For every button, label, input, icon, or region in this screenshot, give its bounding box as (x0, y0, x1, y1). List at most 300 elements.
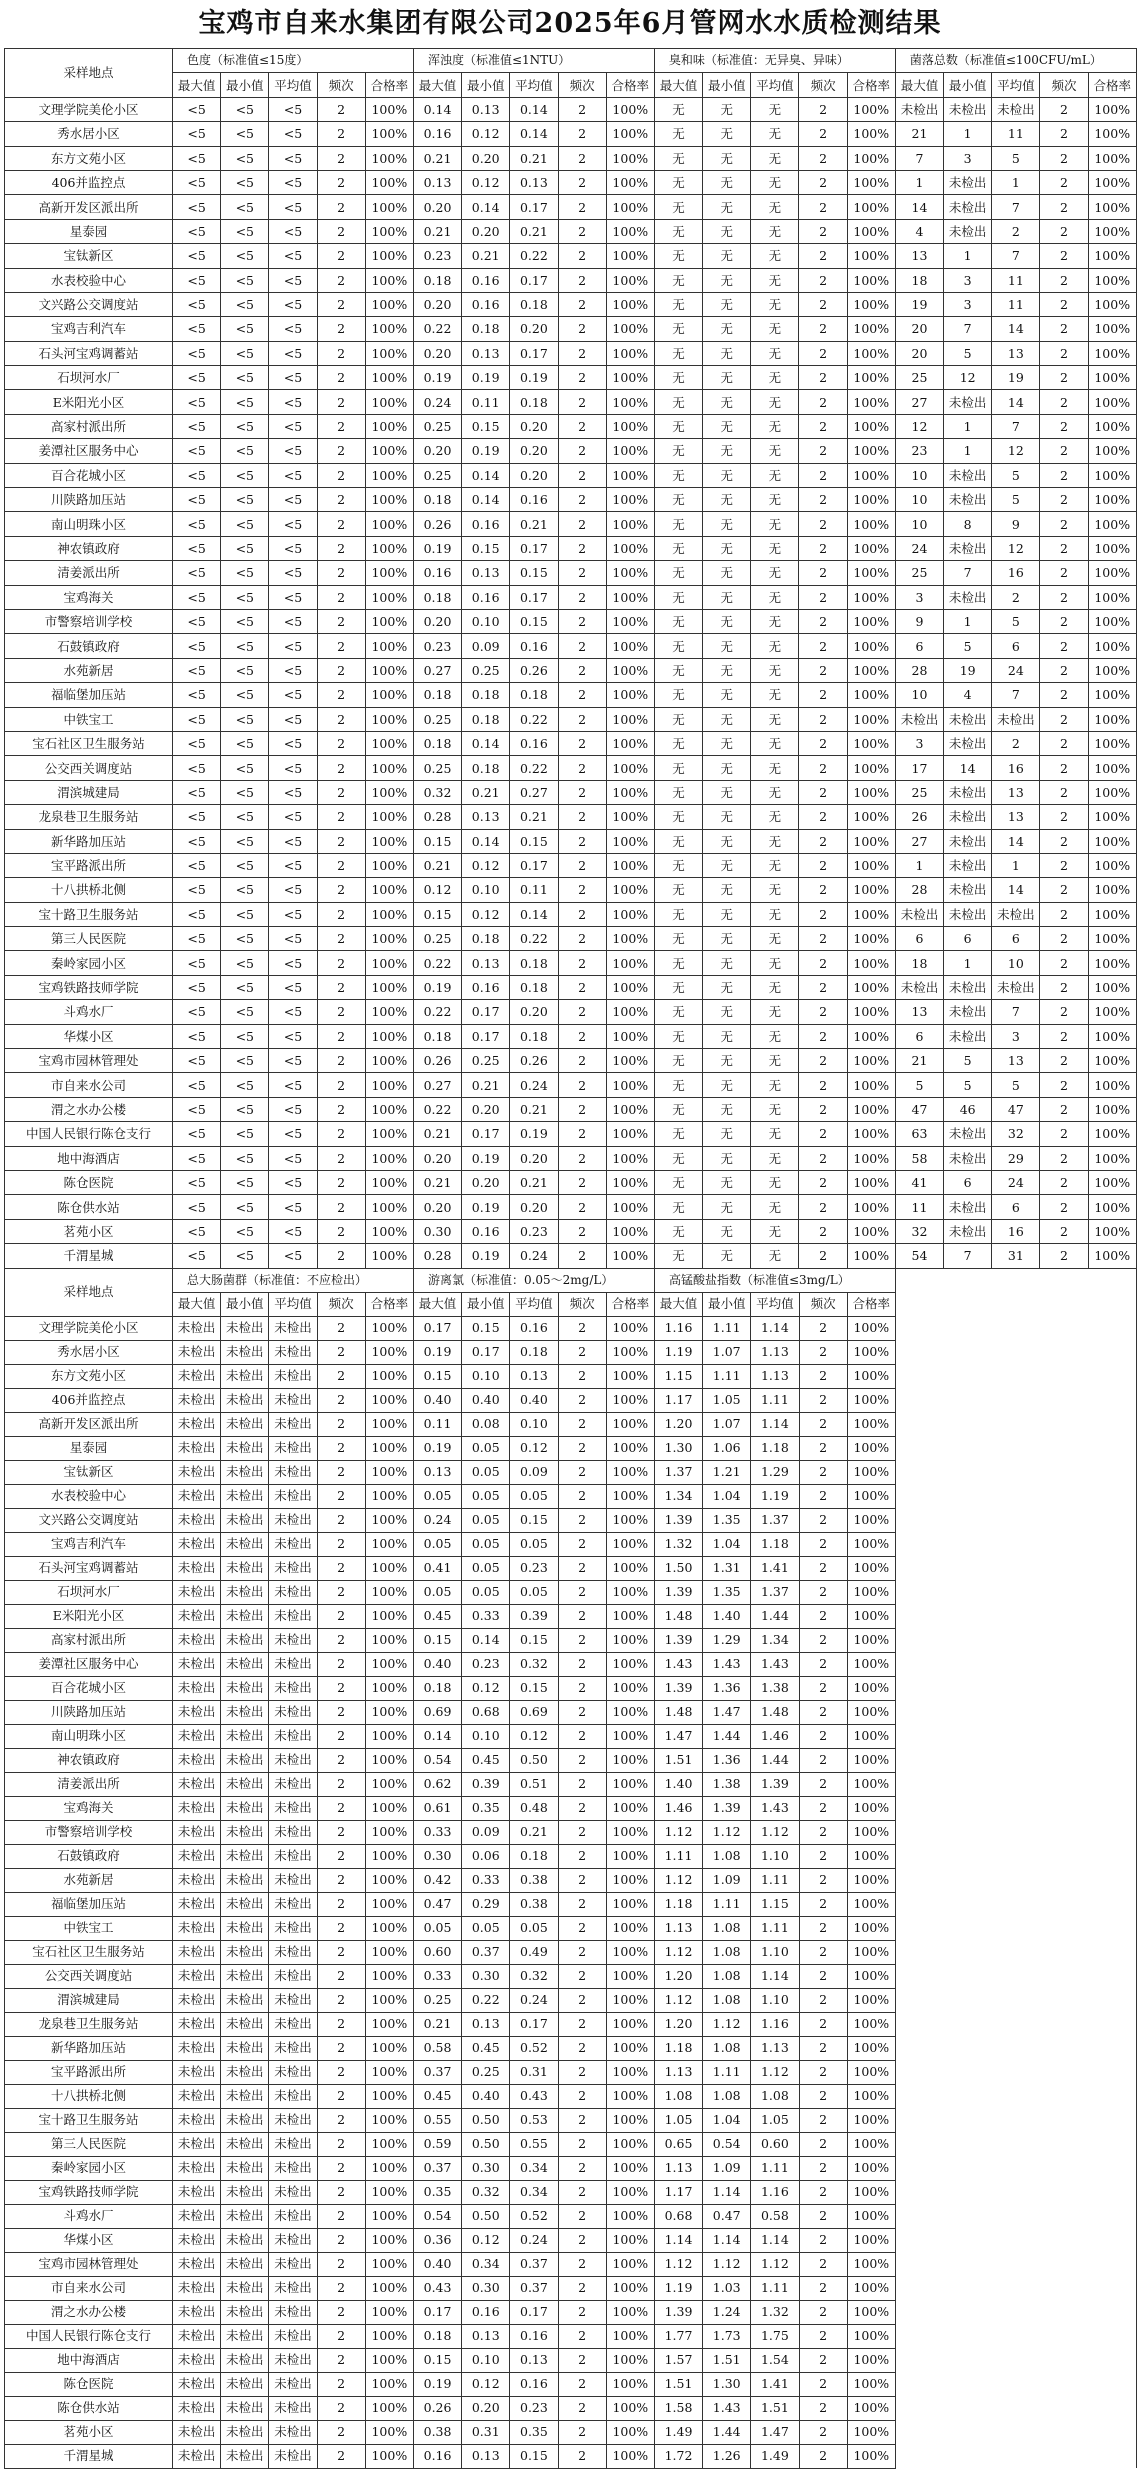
value-cell: 未检出 (221, 1340, 269, 1364)
value-cell: 2 (558, 2228, 606, 2252)
site-name: 星泰园 (5, 1436, 173, 1460)
value-cell: 100% (606, 2108, 654, 2132)
value-cell: 100% (365, 1460, 413, 1484)
value-cell: <5 (269, 902, 317, 926)
value-cell: 未检出 (173, 2156, 221, 2180)
value-cell: 0.19 (510, 1122, 558, 1146)
value-cell: 未检出 (944, 805, 992, 829)
table-row (5, 219, 1137, 243)
value-cell: 2 (558, 1604, 606, 1628)
value-cell: 无 (654, 658, 702, 682)
value-cell: <5 (173, 756, 221, 780)
table-row (5, 122, 1137, 146)
value-cell: 无 (654, 390, 702, 414)
value-cell: 0.12 (462, 902, 510, 926)
value-cell: 0.13 (510, 170, 558, 194)
value-cell: 2 (317, 122, 365, 146)
value-cell: 无 (703, 756, 751, 780)
value-cell: 未检出 (173, 1748, 221, 1772)
value-cell: 2 (317, 2444, 365, 2468)
value-cell: 0.20 (413, 292, 461, 316)
value-cell: 1.12 (703, 2252, 751, 2276)
value-cell: 未检出 (221, 2156, 269, 2180)
value-cell: 0.49 (510, 1940, 558, 1964)
value-cell: 1.50 (654, 1556, 702, 1580)
site-name: 茗苑小区 (5, 2420, 173, 2444)
value-cell: 0.14 (510, 122, 558, 146)
value-cell: 100% (847, 756, 895, 780)
value-cell: <5 (221, 829, 269, 853)
empty-cell (895, 1604, 1136, 1628)
value-cell: <5 (173, 268, 221, 292)
value-cell: 0.26 (413, 512, 461, 536)
value-cell: 100% (365, 2036, 413, 2060)
value-cell: 无 (654, 805, 702, 829)
empty-cell (895, 1988, 1136, 2012)
value-cell: 2 (799, 1244, 847, 1268)
value-cell: 100% (365, 1748, 413, 1772)
value-cell: 1.15 (654, 1364, 702, 1388)
value-cell: 1.14 (703, 2228, 751, 2252)
value-cell: 0.25 (462, 2060, 510, 2084)
value-cell: 0.14 (510, 97, 558, 121)
value-cell: 7 (992, 683, 1040, 707)
value-cell: 100% (365, 341, 413, 365)
value-cell: 2 (558, 2444, 606, 2468)
value-cell: 无 (751, 1195, 799, 1219)
page-title: 宝鸡市自来水集团有限公司2025年6月管网水水质检测结果 (198, 8, 942, 39)
table-row (5, 1724, 1137, 1748)
table-row (5, 1508, 1137, 1532)
sub-header: 频次 (558, 73, 606, 97)
value-cell: 3 (944, 268, 992, 292)
value-cell: 2 (1040, 268, 1088, 292)
sub-header: 频次 (317, 73, 365, 97)
value-cell: 2 (317, 341, 365, 365)
value-cell: 2 (799, 2372, 847, 2396)
value-cell: 9 (992, 512, 1040, 536)
empty-cell (895, 2396, 1136, 2420)
value-cell: 未检出 (173, 1484, 221, 1508)
value-cell: 0.18 (413, 731, 461, 755)
value-cell: 100% (365, 853, 413, 877)
value-cell: 2 (558, 707, 606, 731)
value-cell: <5 (173, 1170, 221, 1194)
value-cell: <5 (173, 902, 221, 926)
value-cell: 100% (606, 609, 654, 633)
value-cell: 100% (606, 1340, 654, 1364)
value-cell: 2 (317, 1796, 365, 1820)
value-cell: 100% (847, 2084, 895, 2108)
value-cell: 0.14 (462, 463, 510, 487)
value-cell: <5 (173, 561, 221, 585)
table-row (5, 1484, 1137, 1508)
value-cell: 100% (847, 1508, 895, 1532)
value-cell: 0.65 (654, 2132, 702, 2156)
value-cell: 2 (558, 756, 606, 780)
value-cell: 1.17 (654, 1388, 702, 1412)
value-cell: 无 (751, 1219, 799, 1243)
value-cell: 无 (654, 122, 702, 146)
value-cell: 未检出 (173, 1364, 221, 1388)
value-cell: <5 (221, 366, 269, 390)
value-cell: 2 (1040, 731, 1088, 755)
value-cell: 无 (703, 609, 751, 633)
sub-header: 平均值 (751, 1292, 799, 1316)
value-cell: 100% (1088, 488, 1136, 512)
empty-cell (895, 1724, 1136, 1748)
empty-cell (895, 2204, 1136, 2228)
value-cell: 无 (703, 97, 751, 121)
value-cell: 100% (606, 2276, 654, 2300)
value-cell: <5 (269, 1049, 317, 1073)
value-cell: 100% (606, 1580, 654, 1604)
value-cell: 1.16 (751, 2012, 799, 2036)
site-header: 采样地点 (5, 1268, 173, 1316)
value-cell: 3 (944, 292, 992, 316)
value-cell: 2 (799, 1340, 847, 1364)
value-cell: 100% (365, 1724, 413, 1748)
table-row (5, 1436, 1137, 1460)
value-cell: 1.47 (751, 2420, 799, 2444)
value-cell: 无 (703, 634, 751, 658)
value-cell: 0.22 (413, 317, 461, 341)
value-cell: 18 (895, 951, 943, 975)
value-cell: 未检出 (269, 2228, 317, 2252)
value-cell: 无 (654, 780, 702, 804)
value-cell: 未检出 (221, 1436, 269, 1460)
value-cell: 2 (317, 2012, 365, 2036)
value-cell: 2 (1040, 829, 1088, 853)
value-cell: 100% (606, 1170, 654, 1194)
value-cell: 无 (703, 707, 751, 731)
value-cell: 未检出 (221, 1772, 269, 1796)
value-cell: 无 (751, 878, 799, 902)
value-cell: 2 (799, 1940, 847, 1964)
value-cell: 100% (606, 975, 654, 999)
value-cell: 无 (703, 268, 751, 292)
value-cell: 1.49 (751, 2444, 799, 2468)
value-cell: 2 (799, 1988, 847, 2012)
value-cell: 0.68 (654, 2204, 702, 2228)
empty-cell (895, 2348, 1136, 2372)
value-cell: 2 (317, 2036, 365, 2060)
value-cell: 2 (799, 1556, 847, 1580)
value-cell: 2 (317, 1940, 365, 1964)
value-cell: 未检出 (173, 1340, 221, 1364)
site-name: 秦岭家园小区 (5, 2156, 173, 2180)
value-cell: 2 (317, 1988, 365, 2012)
site-name: 406并监控点 (5, 170, 173, 194)
value-cell: 未检出 (221, 2276, 269, 2300)
value-cell: 2 (799, 1388, 847, 1412)
value-cell: 未检出 (944, 1146, 992, 1170)
value-cell: <5 (269, 853, 317, 877)
empty-cell (895, 1748, 1136, 1772)
value-cell: 100% (365, 1412, 413, 1436)
value-cell: 1.14 (751, 1316, 799, 1340)
value-cell: <5 (221, 609, 269, 633)
value-cell: 未检出 (221, 2036, 269, 2060)
value-cell: 2 (317, 2300, 365, 2324)
table-row (5, 2108, 1137, 2132)
value-cell: 27 (895, 829, 943, 853)
table-row (5, 2132, 1137, 2156)
value-cell: 未检出 (944, 97, 992, 121)
value-cell: 2 (558, 1000, 606, 1024)
value-cell: 100% (847, 1388, 895, 1412)
site-name: 陈仓医院 (5, 1170, 173, 1194)
value-cell: <5 (173, 1049, 221, 1073)
value-cell: 2 (1040, 878, 1088, 902)
table-row (5, 2228, 1137, 2252)
value-cell: 100% (365, 2324, 413, 2348)
value-cell: 100% (847, 585, 895, 609)
value-cell: 0.16 (462, 292, 510, 316)
value-cell: 未检出 (221, 1724, 269, 1748)
value-cell: 未检出 (269, 1844, 317, 1868)
value-cell: <5 (221, 1122, 269, 1146)
value-cell: 2 (1040, 244, 1088, 268)
value-cell: 100% (365, 122, 413, 146)
value-cell: 0.05 (510, 1580, 558, 1604)
value-cell: 2 (799, 463, 847, 487)
value-cell: 100% (847, 1652, 895, 1676)
value-cell: 1.24 (703, 2300, 751, 2324)
empty-cell (895, 1700, 1136, 1724)
value-cell: 0.14 (462, 1628, 510, 1652)
value-cell: 2 (317, 2372, 365, 2396)
value-cell: 0.30 (413, 1844, 461, 1868)
value-cell: 0.18 (510, 390, 558, 414)
value-cell: <5 (221, 463, 269, 487)
value-cell: 100% (365, 2204, 413, 2228)
value-cell: 0.22 (510, 927, 558, 951)
value-cell: 0.15 (510, 2444, 558, 2468)
value-cell: 100% (847, 1532, 895, 1556)
t2-group-header: 高锰酸盐指数（标准值≤3mg/L） (654, 1268, 895, 1292)
site-name: 宝鸡吉利汽车 (5, 317, 173, 341)
value-cell: <5 (173, 634, 221, 658)
site-name: 渭滨城建局 (5, 780, 173, 804)
value-cell: 2 (1040, 1195, 1088, 1219)
value-cell: 2 (799, 805, 847, 829)
value-cell: 0.34 (462, 2252, 510, 2276)
value-cell: 0.20 (510, 1195, 558, 1219)
value-cell: 100% (1088, 536, 1136, 560)
value-cell: 2 (317, 1868, 365, 1892)
value-cell: 0.19 (462, 439, 510, 463)
value-cell: 100% (1088, 1195, 1136, 1219)
value-cell: 1.49 (654, 2420, 702, 2444)
value-cell: 2 (558, 2276, 606, 2300)
value-cell: 100% (847, 2204, 895, 2228)
value-cell: 未检出 (269, 1724, 317, 1748)
value-cell: 0.16 (510, 2372, 558, 2396)
value-cell: 2 (558, 2204, 606, 2228)
value-cell: 2 (317, 1484, 365, 1508)
value-cell: <5 (173, 1219, 221, 1243)
empty-cell (895, 1820, 1136, 1844)
value-cell: 100% (847, 292, 895, 316)
table-row (5, 146, 1137, 170)
value-cell: 100% (847, 146, 895, 170)
value-cell: 1.34 (654, 1484, 702, 1508)
value-cell: 100% (606, 488, 654, 512)
value-cell: 2 (799, 1580, 847, 1604)
value-cell: 0.14 (462, 195, 510, 219)
value-cell: <5 (269, 975, 317, 999)
value-cell: 100% (1088, 1219, 1136, 1243)
value-cell: 0.54 (413, 1748, 461, 1772)
value-cell: 未检出 (269, 1772, 317, 1796)
value-cell: 2 (558, 146, 606, 170)
value-cell: 2 (799, 97, 847, 121)
site-name: 渭滨城建局 (5, 1988, 173, 2012)
value-cell: 100% (847, 1219, 895, 1243)
value-cell: 1.07 (703, 1412, 751, 1436)
value-cell: 7 (992, 1000, 1040, 1024)
value-cell: 0.28 (413, 805, 461, 829)
value-cell: 无 (703, 780, 751, 804)
value-cell: 100% (847, 122, 895, 146)
value-cell: <5 (221, 585, 269, 609)
value-cell: 100% (365, 1364, 413, 1388)
value-cell: 100% (365, 512, 413, 536)
value-cell: 2 (1040, 1000, 1088, 1024)
value-cell: 无 (751, 1244, 799, 1268)
value-cell: 未检出 (221, 1556, 269, 1580)
value-cell: 100% (365, 1580, 413, 1604)
table-row (5, 292, 1137, 316)
value-cell: 1.09 (703, 1868, 751, 1892)
value-cell: 100% (606, 146, 654, 170)
value-cell: 2 (317, 1195, 365, 1219)
value-cell: 无 (751, 1146, 799, 1170)
value-cell: 1.14 (751, 1412, 799, 1436)
value-cell: <5 (221, 170, 269, 194)
value-cell: 2 (799, 1628, 847, 1652)
value-cell: 0.40 (510, 1388, 558, 1412)
value-cell: 2 (317, 1436, 365, 1460)
value-cell: 未检出 (221, 1988, 269, 2012)
value-cell: 2 (1040, 1219, 1088, 1243)
value-cell: 0.17 (510, 853, 558, 877)
value-cell: 28 (895, 878, 943, 902)
value-cell: 100% (365, 1000, 413, 1024)
value-cell: <5 (173, 780, 221, 804)
value-cell: 未检出 (269, 1796, 317, 1820)
site-name: 东方文苑小区 (5, 146, 173, 170)
value-cell: 1.04 (703, 1532, 751, 1556)
value-cell: 1.19 (751, 1484, 799, 1508)
value-cell: 13 (992, 341, 1040, 365)
value-cell: <5 (221, 317, 269, 341)
value-cell: 2 (317, 756, 365, 780)
value-cell: 100% (606, 390, 654, 414)
value-cell: <5 (173, 1122, 221, 1146)
value-cell: 0.20 (462, 2396, 510, 2420)
site-name: 东方文苑小区 (5, 1364, 173, 1388)
value-cell: 100% (847, 219, 895, 243)
value-cell: 无 (654, 1195, 702, 1219)
value-cell: <5 (269, 1244, 317, 1268)
value-cell: 1.37 (751, 1580, 799, 1604)
value-cell: 0.17 (462, 1340, 510, 1364)
empty-cell (895, 1556, 1136, 1580)
value-cell: 2 (1040, 366, 1088, 390)
value-cell: <5 (221, 341, 269, 365)
site-name: 中国人民银行陈仓支行 (5, 2324, 173, 2348)
value-cell: 11 (992, 268, 1040, 292)
value-cell: 未检出 (173, 1964, 221, 1988)
value-cell: <5 (221, 244, 269, 268)
value-cell: 0.32 (510, 1964, 558, 1988)
value-cell: 1.11 (751, 2156, 799, 2180)
value-cell: 2 (558, 658, 606, 682)
value-cell: 0.15 (413, 2348, 461, 2372)
value-cell: 0.05 (462, 1436, 510, 1460)
value-cell: <5 (221, 805, 269, 829)
value-cell: 未检出 (173, 1820, 221, 1844)
value-cell: 0.39 (462, 1772, 510, 1796)
value-cell: 0.60 (413, 1940, 461, 1964)
value-cell: 100% (365, 2396, 413, 2420)
value-cell: 2 (992, 585, 1040, 609)
t1-group-header-row (5, 49, 1137, 73)
value-cell: 2 (799, 1122, 847, 1146)
value-cell: 100% (365, 292, 413, 316)
value-cell: 0.19 (462, 1195, 510, 1219)
value-cell: 0.68 (462, 1700, 510, 1724)
value-cell: 25 (895, 780, 943, 804)
sub-header: 最小值 (462, 1292, 510, 1316)
sub-header: 最大值 (173, 73, 221, 97)
value-cell: 0.16 (510, 2324, 558, 2348)
value-cell: 14 (992, 829, 1040, 853)
value-cell: 无 (654, 97, 702, 121)
value-cell: 0.25 (413, 463, 461, 487)
value-cell: 1.48 (654, 1700, 702, 1724)
value-cell: 未检出 (269, 1868, 317, 1892)
value-cell: 0.25 (413, 707, 461, 731)
value-cell: 10 (895, 512, 943, 536)
value-cell: 1.15 (751, 1892, 799, 1916)
empty-cell (895, 2108, 1136, 2132)
value-cell: <5 (269, 609, 317, 633)
value-cell: 未检出 (173, 1916, 221, 1940)
value-cell: 100% (1088, 853, 1136, 877)
value-cell: <5 (221, 414, 269, 438)
value-cell: 未检出 (269, 1532, 317, 1556)
value-cell: 2 (558, 1049, 606, 1073)
value-cell: 0.05 (462, 1460, 510, 1484)
value-cell: 2 (317, 1772, 365, 1796)
value-cell: 11 (992, 122, 1040, 146)
value-cell: 1.12 (654, 1820, 702, 1844)
value-cell: 无 (703, 1073, 751, 1097)
value-cell: 1.08 (703, 1940, 751, 1964)
value-cell: 100% (847, 195, 895, 219)
value-cell: 0.32 (510, 1652, 558, 1676)
value-cell: <5 (269, 1073, 317, 1097)
value-cell: 1 (944, 439, 992, 463)
value-cell: 100% (606, 780, 654, 804)
value-cell: 100% (1088, 731, 1136, 755)
value-cell: 未检出 (944, 878, 992, 902)
value-cell: 100% (606, 1796, 654, 1820)
value-cell: 未检出 (895, 707, 943, 731)
